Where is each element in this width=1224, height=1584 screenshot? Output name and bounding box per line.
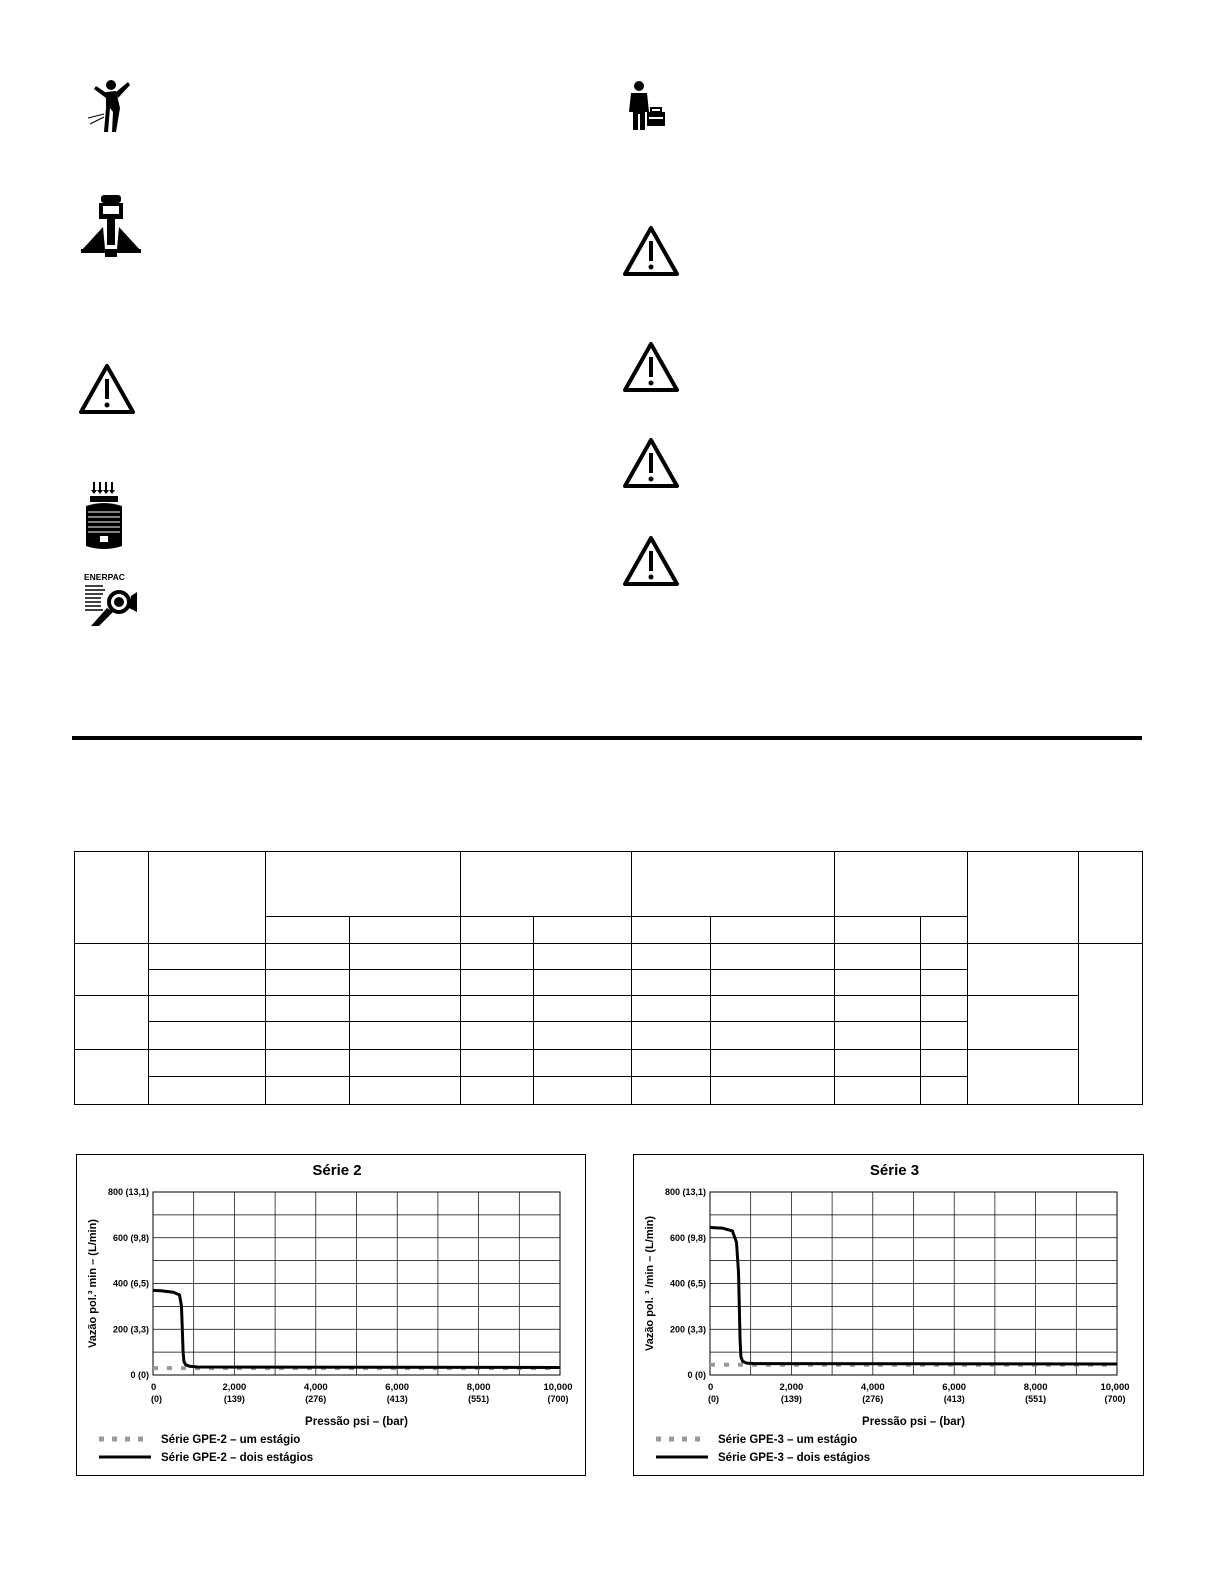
warning-icon — [622, 437, 680, 489]
table-cell — [835, 970, 921, 996]
table-cell — [921, 944, 968, 970]
x-tick-label: 0 — [708, 1382, 714, 1393]
gauge-hazard-icon — [79, 193, 143, 259]
y-tick-label: 0 (0) — [687, 1370, 706, 1380]
x-tick-sublabel: (276) — [862, 1394, 884, 1404]
y-tick-label: 400 (6,5) — [112, 1278, 149, 1289]
table-cell — [835, 944, 921, 970]
chart-serie-3 — [633, 1154, 1144, 1476]
legend-label: Série GPE-2 – um estágio — [161, 1434, 301, 1446]
x-tick-label: 2,000 — [222, 1382, 247, 1393]
table-cell — [75, 1050, 149, 1105]
table-header-cell — [632, 852, 835, 917]
table-cell — [534, 1022, 632, 1050]
warning-icon — [622, 535, 680, 587]
warning-icon — [622, 225, 680, 277]
legend-label: Série GPE-3 – um estágio — [718, 1434, 858, 1446]
table-cell — [835, 1077, 921, 1105]
table-header-cell — [350, 917, 461, 944]
chart-title: Série 2 — [312, 1162, 362, 1179]
table-cell — [149, 944, 266, 970]
y-axis-label: Vazão pol.³ min – (L/min) — [87, 1219, 99, 1348]
y-tick-label: 800 (13,1) — [664, 1187, 706, 1197]
table-cell — [461, 996, 534, 1022]
table-cell — [350, 1022, 461, 1050]
table-cell — [632, 970, 711, 996]
table-cell — [632, 1022, 711, 1050]
x-tick-label: 4,000 — [303, 1382, 328, 1393]
x-tick-label: 10,000 — [543, 1382, 573, 1393]
table-cell — [632, 944, 711, 970]
table-cell — [968, 1050, 1079, 1105]
table-cell — [75, 944, 149, 996]
table-header-cell — [266, 917, 350, 944]
y-tick-label: 400 (6,5) — [669, 1278, 706, 1289]
x-tick-sublabel: (0) — [151, 1394, 162, 1404]
enerpac-service-icon — [83, 572, 137, 628]
x-tick-label: 6,000 — [385, 1382, 410, 1393]
x-tick-sublabel: (700) — [547, 1394, 569, 1404]
table-header-row — [75, 852, 1143, 917]
table-cell — [461, 944, 534, 970]
table-cell — [149, 970, 266, 996]
table-cell — [921, 970, 968, 996]
person-hazard-icon — [86, 78, 136, 134]
table-cell — [461, 1077, 534, 1105]
table-cell — [149, 1022, 266, 1050]
table-cell — [266, 1022, 350, 1050]
technician-toolbox-icon — [625, 80, 669, 132]
y-axis-label: Vazão pol. ³ /min – (L/min) — [644, 1215, 656, 1352]
table-header-cell — [835, 852, 968, 917]
warning-icon — [78, 363, 136, 415]
table-header-cell — [534, 917, 632, 944]
table-cell — [1079, 944, 1143, 1105]
table-cell — [461, 1050, 534, 1077]
table-cell — [711, 970, 835, 996]
chart-serie-2 — [76, 1154, 586, 1476]
section-divider — [72, 736, 1142, 740]
table-cell — [350, 944, 461, 970]
table-cell — [835, 1050, 921, 1077]
table-cell — [350, 996, 461, 1022]
table-cell — [461, 1022, 534, 1050]
table-row — [75, 944, 1143, 970]
table-header-cell — [632, 917, 711, 944]
table-cell — [266, 996, 350, 1022]
x-tick-label: 6,000 — [942, 1382, 967, 1393]
table-cell — [149, 1077, 266, 1105]
x-tick-sublabel: (551) — [468, 1394, 490, 1404]
table-cell — [835, 1022, 921, 1050]
load-stack-icon — [84, 482, 124, 550]
table-cell — [350, 1077, 461, 1105]
x-tick-label: 8,000 — [466, 1382, 491, 1393]
x-axis-label: Pressão psi – (bar) — [305, 1416, 408, 1428]
table-cell — [534, 1050, 632, 1077]
y-tick-label: 600 (9,8) — [669, 1232, 706, 1243]
x-tick-label: 4,000 — [860, 1382, 885, 1393]
table-cell — [835, 996, 921, 1022]
table-cell — [266, 1077, 350, 1105]
table-cell — [350, 1050, 461, 1077]
table-header-cell — [149, 852, 266, 944]
table-header-cell — [1079, 852, 1143, 944]
table-cell — [632, 996, 711, 1022]
table-cell — [350, 970, 461, 996]
y-tick-label: 0 (0) — [130, 1370, 149, 1380]
table-cell — [711, 996, 835, 1022]
x-axis-label: Pressão psi – (bar) — [862, 1416, 965, 1428]
table-header-cell — [266, 852, 461, 917]
legend-label: Série GPE-2 – dois estágios — [161, 1452, 314, 1464]
warning-icon — [622, 341, 680, 393]
table-header-cell — [461, 917, 534, 944]
table-header-cell — [921, 917, 968, 944]
table-header-cell — [461, 852, 632, 917]
table-cell — [75, 996, 149, 1050]
table-cell — [534, 996, 632, 1022]
x-tick-sublabel: (139) — [780, 1394, 802, 1404]
table-cell — [149, 1050, 266, 1077]
table-row — [75, 1050, 1143, 1077]
table-header-cell — [711, 917, 835, 944]
y-tick-label: 200 (3,3) — [669, 1324, 706, 1335]
chart-serie-2-svg — [77, 1155, 585, 1475]
table-cell — [534, 970, 632, 996]
table-cell — [632, 1050, 711, 1077]
chart-title: Série 3 — [869, 1162, 920, 1179]
table-cell — [968, 996, 1079, 1050]
table-cell — [711, 944, 835, 970]
x-tick-sublabel: (413) — [386, 1394, 408, 1404]
table-row — [75, 996, 1143, 1022]
table-cell — [921, 1077, 968, 1105]
table-header-cell — [968, 852, 1079, 944]
x-tick-sublabel: (551) — [1025, 1394, 1047, 1404]
y-tick-label: 200 (3,3) — [112, 1324, 149, 1335]
x-tick-sublabel: (0) — [708, 1394, 719, 1404]
x-tick-label: 2,000 — [779, 1382, 804, 1393]
table-cell — [632, 1077, 711, 1105]
y-tick-label: 600 (9,8) — [112, 1232, 149, 1243]
table-cell — [921, 1022, 968, 1050]
table-cell — [266, 970, 350, 996]
x-tick-sublabel: (700) — [1104, 1394, 1126, 1404]
table-header-cell — [835, 917, 921, 944]
legend-label: Série GPE-3 – dois estágios — [718, 1452, 871, 1464]
chart-serie-3-svg — [634, 1155, 1143, 1475]
table-cell — [534, 1077, 632, 1105]
table-cell — [534, 944, 632, 970]
table-cell — [921, 1050, 968, 1077]
table-cell — [921, 996, 968, 1022]
table-cell — [711, 1077, 835, 1105]
table-cell — [968, 944, 1079, 996]
x-tick-label: 0 — [151, 1382, 157, 1393]
table-cell — [711, 1050, 835, 1077]
x-tick-sublabel: (413) — [943, 1394, 965, 1404]
x-tick-sublabel: (276) — [305, 1394, 327, 1404]
table-cell — [149, 996, 266, 1022]
y-tick-label: 800 (13,1) — [107, 1187, 149, 1197]
table-cell — [266, 1050, 350, 1077]
table-cell — [461, 970, 534, 996]
x-tick-label: 10,000 — [1100, 1382, 1130, 1393]
table-cell — [266, 944, 350, 970]
x-tick-sublabel: (139) — [223, 1394, 245, 1404]
specification-table — [74, 851, 1143, 1105]
x-tick-label: 8,000 — [1023, 1382, 1048, 1393]
table-cell — [711, 1022, 835, 1050]
table-header-cell — [75, 852, 149, 944]
enerpac-logo-text: ENERPAC — [84, 572, 125, 582]
